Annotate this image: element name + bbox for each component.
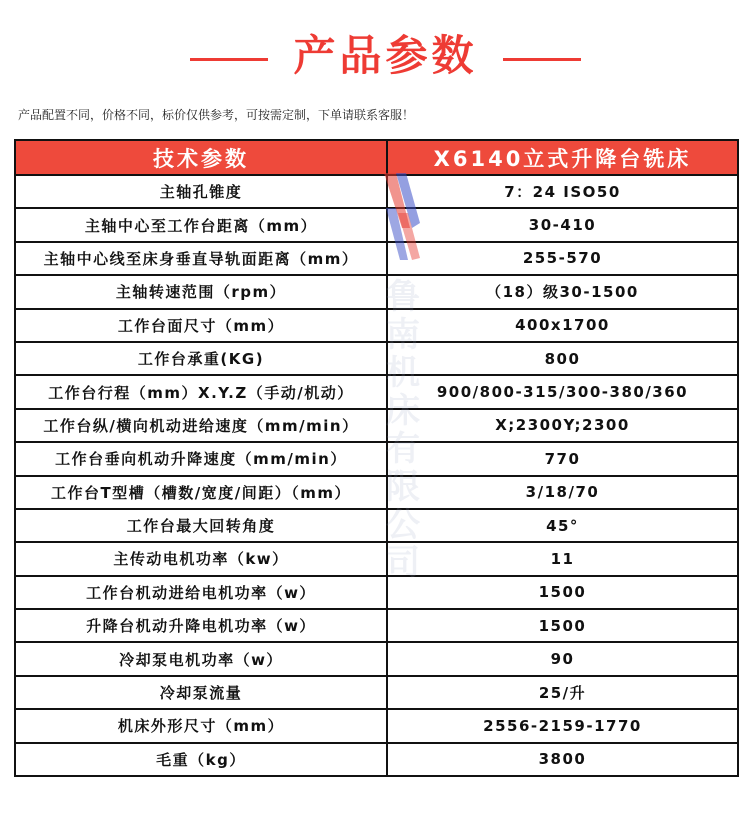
param-value: 1500: [387, 576, 738, 609]
title-decor-line-right: [503, 58, 581, 61]
param-name: 主轴中心线至床身垂直导轨面距离（mm）: [15, 242, 387, 275]
param-name: 主轴孔锥度: [15, 175, 387, 208]
param-value: （18）级30-1500: [387, 275, 738, 308]
table-row: [15, 642, 738, 675]
param-name: 工作台承重(KG): [15, 342, 387, 375]
page-title: 产品参数: [293, 31, 478, 80]
param-value: 25/升: [387, 676, 738, 709]
table-row: [15, 175, 738, 208]
param-value: 7：24 ISO50: [387, 175, 738, 208]
param-name: 主轴转速范围（rpm）: [15, 275, 387, 308]
header-model: X6140立式升降台铣床: [387, 140, 738, 175]
param-value: 800: [387, 342, 738, 375]
table-header-row: [15, 140, 738, 175]
param-name: 冷却泵流量: [15, 676, 387, 709]
table-row: [15, 309, 738, 342]
param-value: 30-410: [387, 208, 738, 241]
table-row: [15, 375, 738, 408]
spec-table-body: [15, 175, 738, 776]
param-name: 毛重（kg）: [15, 743, 387, 776]
param-name: 工作台机动进给电机功率（w）: [15, 576, 387, 609]
param-value: X;2300Y;2300: [387, 409, 738, 442]
param-value: 3/18/70: [387, 476, 738, 509]
param-name: 冷却泵电机功率（w）: [15, 642, 387, 675]
param-value: 90: [387, 642, 738, 675]
table-row: [15, 208, 738, 241]
param-name: 工作台面尺寸（mm）: [15, 309, 387, 342]
param-name: 工作台行程（mm）X.Y.Z（手动/机动）: [15, 375, 387, 408]
param-name: 工作台最大回转角度: [15, 509, 387, 542]
param-value: 255-570: [387, 242, 738, 275]
param-value: 400x1700: [387, 309, 738, 342]
table-row: [15, 542, 738, 575]
param-value: 770: [387, 442, 738, 475]
param-value: 900/800-315/300-380/360: [387, 375, 738, 408]
table-row: [15, 576, 738, 609]
table-row: [15, 676, 738, 709]
param-name: 工作台纵/横向机动进给速度（mm/min）: [15, 409, 387, 442]
table-row: [15, 743, 738, 776]
param-name: 主轴中心至工作台距离（mm）: [15, 208, 387, 241]
param-name: 工作台T型槽（槽数/宽度/间距）（mm）: [15, 476, 387, 509]
param-name: 升降台机动升降电机功率（w）: [15, 609, 387, 642]
table-row: [15, 409, 738, 442]
title-decor-line-left: [190, 58, 268, 61]
param-value: 1500: [387, 609, 738, 642]
table-row: [15, 275, 738, 308]
table-row: [15, 609, 738, 642]
table-row: [15, 709, 738, 742]
table-row: [15, 442, 738, 475]
table-row: [15, 476, 738, 509]
price-notice: 产品配置不同，价格不同，标价仅供参考，可按需定制，下单请联系客服！: [18, 108, 415, 122]
watermark-text: 鲁南机床有限公司: [386, 277, 420, 583]
param-name: 主传动电机功率（kw）: [15, 542, 387, 575]
table-row: [15, 509, 738, 542]
header-param: 技术参数: [15, 140, 387, 175]
param-value: 3800: [387, 743, 738, 776]
table-row: [15, 242, 738, 275]
param-name: 机床外形尺寸（mm）: [15, 709, 387, 742]
param-value: 45°: [387, 509, 738, 542]
param-name: 工作台垂向机动升降速度（mm/min）: [15, 442, 387, 475]
param-value: 2556-2159-1770: [387, 709, 738, 742]
table-row: [15, 342, 738, 375]
param-value: 11: [387, 542, 738, 575]
spec-table: [14, 139, 739, 777]
page-title-block: [0, 28, 750, 84]
